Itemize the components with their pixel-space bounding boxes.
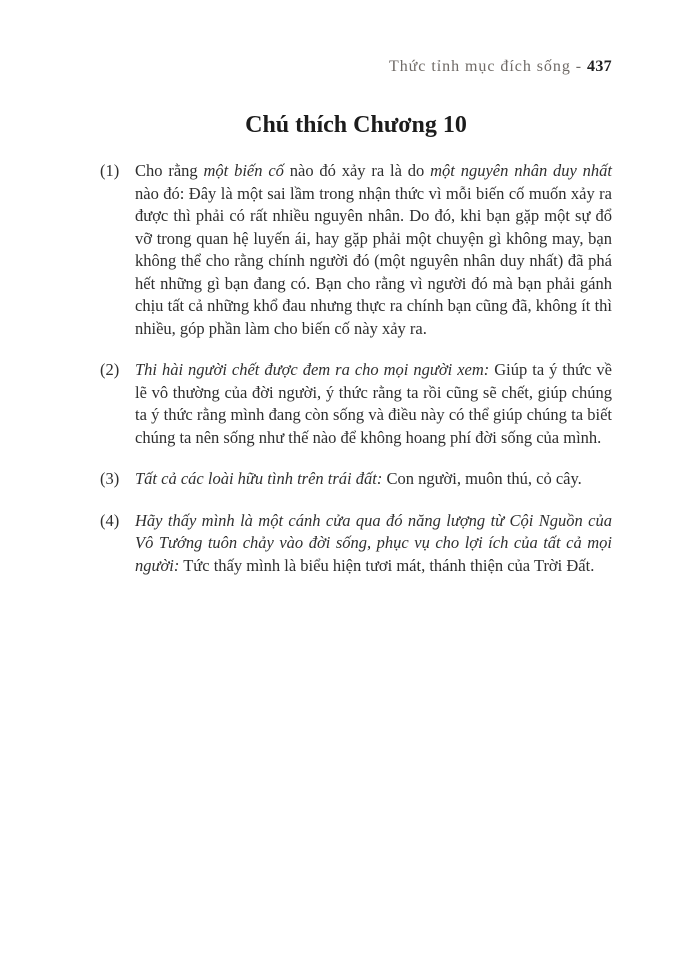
note-number: (3) (100, 469, 120, 488)
note-number: (4) (100, 510, 120, 530)
note-item (100, 160, 612, 340)
note-text: Cho rằng một biến cố nào đó xảy ra là do một nguyên nhân duy nhất nào đó: Đây là một sai lầm trong nhận thức vì mỗi biến cố muốn xảy ra được thì phải có rất nhiều nguyên nhân. Do đó, khi bạn gặp một sự đổ vỡ trong quan hệ luyến ái, hay gặp phải một chuyện gì không may, bạn không thể cho rằng chính người đó (một nguyên nhân duy nhất) đã phá hết những gì bạn đang có. Bạn cho rằng vì người đó mà bạn phải gánh chịu tất cả những khổ đau nhưng thực ra chính bạn cũng đã, không ít thì nhiều, góp phần làm cho biến cố này xảy ra. (135, 161, 613, 338)
note-text: Tất cả các loài hữu tình trên trái đất: Con người, muôn thú, cỏ cây. (135, 469, 582, 488)
page-title: Chú thích Chương 10 (245, 112, 467, 138)
note-text: Thi hài người chết được đem ra cho mọi người xem: Giúp ta ý thức về lẽ vô thường của đời người, ý thức rằng ta rồi cũng sẽ chết, giúp chúng ta ý thức rằng mình đang còn sống và điều này có thể giúp chúng ta biết chúng ta nên sống như thế nào để không hoang phí đời sống của mình. (135, 360, 612, 447)
note-number: (1) (100, 161, 120, 180)
note-item (100, 359, 612, 449)
running-title: Thức tỉnh mục đích sống (388, 58, 571, 75)
note-item (100, 510, 612, 578)
header-separator: - (570, 58, 588, 75)
note-text: Hãy thấy mình là một cánh cửa qua đó năng lượng từ Cội Nguồn của Vô Tướng tuôn chảy vào đời sống, phục vụ cho lợi ích của tất cả mọi người: Tức thấy mình là biểu hiện tươi mát, thánh thiện của Trời Đất. (135, 510, 612, 575)
page-number: 437 (587, 58, 612, 75)
note-item (100, 468, 612, 491)
notes-list (100, 160, 612, 596)
note-number: (2) (100, 360, 120, 379)
running-header (100, 58, 612, 76)
